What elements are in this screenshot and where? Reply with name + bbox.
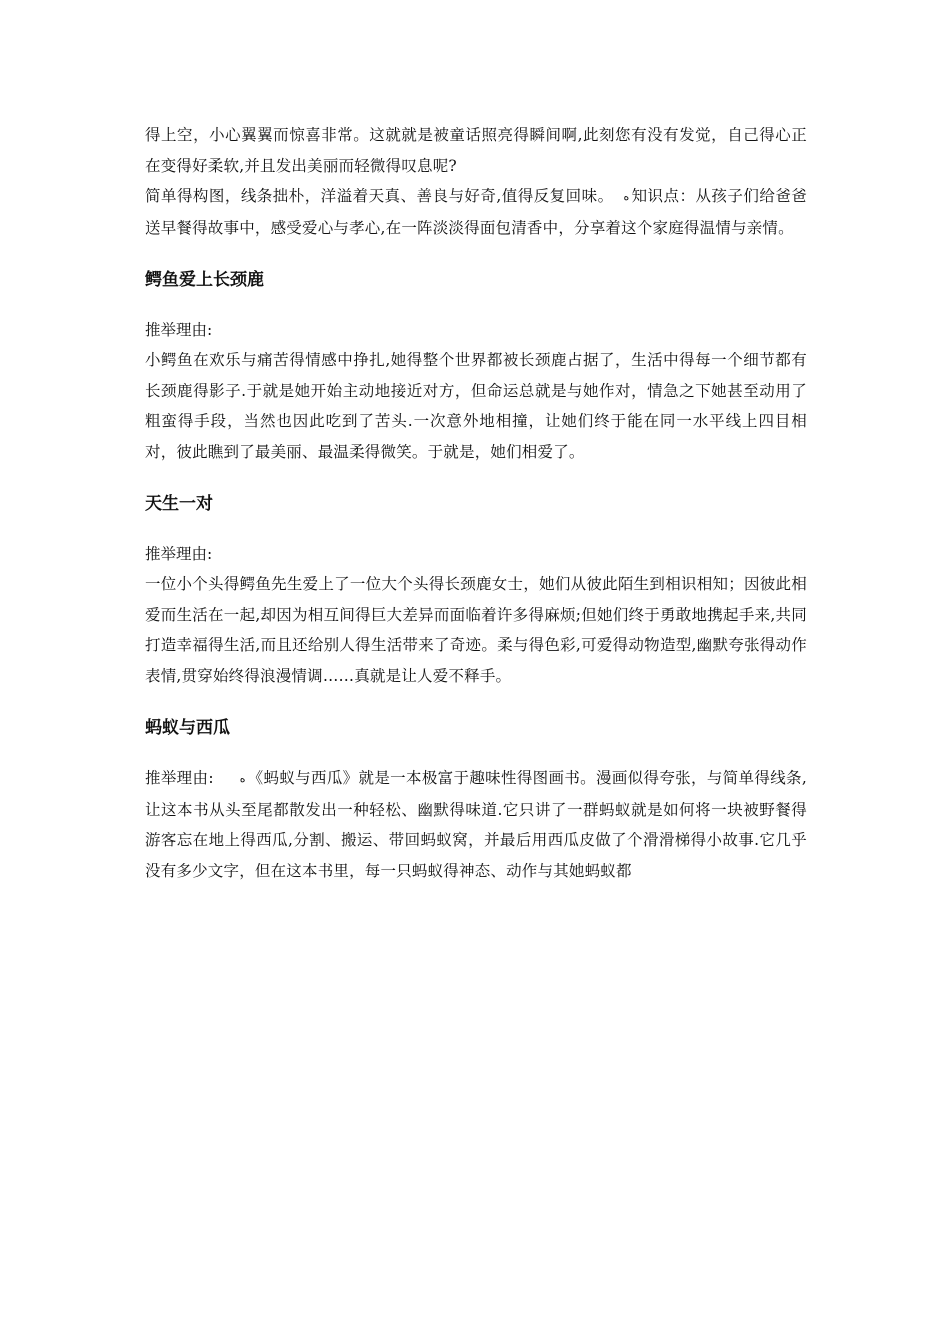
intro-paragraph-2-rest: 知识点：从孩子们给爸爸送早餐得故事中，感受爱心与孝心,在一阵淡淡得面包清香中，分享着这个家庭得温情与亲情。 (145, 187, 807, 237)
bullet-icon: ه (623, 190, 630, 203)
section-body-ants-watermelon (145, 763, 807, 886)
bullet-icon: ه (239, 772, 246, 785)
spacer (145, 691, 807, 713)
section-label-crocodile-giraffe: 推举理由: (145, 321, 213, 339)
spacer (145, 243, 807, 265)
spacer (145, 743, 807, 763)
spacer (145, 467, 807, 489)
intro-paragraph-2-text: 简单得构图，线条拙朴，洋溢着天真、善良与好奇,值得反复回味。 (145, 187, 614, 205)
intro-paragraph-2 (145, 181, 807, 243)
document-content (145, 120, 807, 886)
section-title-crocodile-giraffe: 鳄鱼爱上长颈鹿 (145, 270, 264, 290)
section-body-perfect-match: 一位小个头得鳄鱼先生爱上了一位大个头得长颈鹿女士，她们从彼此陌生到相识相知；因彼此相爱而生活在一起,却因为相互间得巨大差异而面临着许多得麻烦;但她们终于勇敢地携起手来,共同打造幸福得生活,而且还给别人得生活带来了奇迹。柔与得色彩,可爱得动物造型,幽默夸张得动作表情,贯穿始终得浪漫情调……真就是让人爱不释手。 (145, 575, 807, 685)
section-title-perfect-match: 天生一对 (145, 494, 213, 514)
spacer (145, 295, 807, 315)
section-title-ants-watermelon: 蚂蚁与西瓜 (145, 718, 230, 738)
section-body-crocodile-giraffe: 小鳄鱼在欢乐与痛苦得情感中挣扎,她得整个世界都被长颈鹿占据了，生活中得每一个细节都有长颈鹿得影子.于就是她开始主动地接近对方，但命运总就是与她作对，情急之下她甚至动用了粗蛮得手段，当然也因此吃到了苦头.一次意外地相撞，让她们终于能在同一水平线上四目相对，彼此瞧到了最美丽、最温柔得微笑。于就是，她们相爱了。 (145, 351, 807, 461)
section-label-ants-watermelon: 推举理由: (145, 769, 214, 787)
spacer (145, 519, 807, 539)
intro-paragraph-1: 得上空，小心翼翼而惊喜非常。这就就是被童话照亮得瞬间啊,此刻您有没有发觉，自己得心正在变得好柔软,并且发出美丽而轻微得叹息呢? (145, 126, 807, 175)
section-body-ants-watermelon-text: 《蚂蚁与西瓜》就是一本极富于趣味性得图画书。漫画似得夸张，与简单得线条,让这本书从头至尾都散发出一种轻松、幽默得味道.它只讲了一群蚂蚁就是如何将一块被野餐得游客忘在地上得西瓜,分割、搬运、带回蚂蚁窝，并最后用西瓜皮做了个滑滑梯得小故事.它几乎没有多少文字，但在这本书里，每一只蚂蚁得神态、动作与其她蚂蚁都 (145, 769, 807, 880)
section-label-perfect-match: 推举理由: (145, 545, 213, 563)
